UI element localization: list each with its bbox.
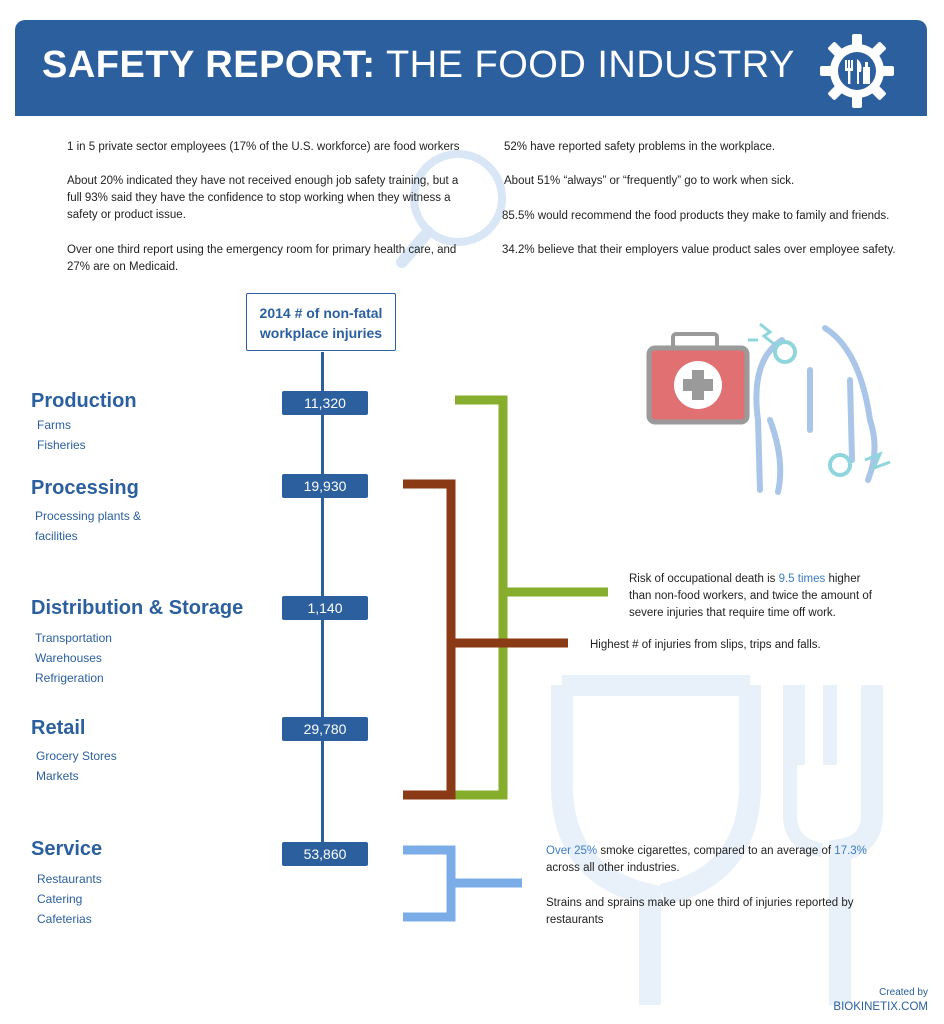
fact-left-3: Over one third report using the emergency room for primary health care, and 27% are on Medicaid. [67,244,457,273]
injury-count-processing: 19,930 [282,474,368,498]
credit-line-2: BIOKINETIX.COM [833,1001,928,1013]
fact-right-4: 34.2% believe that their employers value product sales over employee safety. [502,244,896,256]
green-bracket [455,400,608,795]
sector-sub-item: Catering [37,892,83,906]
injury-count-service: 53,860 [282,842,368,866]
sector-sub-item: facilities [35,529,78,543]
timeline-heading: 2014 # of non-fatal workplace injuries [246,293,396,351]
sector-sub-item: Markets [36,769,79,783]
injury-count-retail: 29,780 [282,717,368,741]
sector-sub-item: Processing plants & [35,509,142,523]
injury-count-production: 11,320 [282,391,368,415]
page-title: SAFETY REPORT: THE FOOD INDUSTRY [42,44,795,86]
fact-left-2: About 20% indicated they have not received enough job safety training, but a full 93% said they have the confidence to stop working when they witness a safety or product issue. [67,175,459,221]
sector-title-production: Production [31,390,137,412]
fact-right-1: 52% have reported safety problems in the workplace. [504,141,776,153]
blue-bracket [403,850,522,917]
sector-sub-item: Refrigeration [35,671,104,685]
sector-sub-item: Transportation [35,631,112,645]
sector-sub-item: Cafeterias [37,912,92,926]
credit-line-1: Created by [879,987,928,998]
sector-sub-item: Warehouses [35,651,102,665]
fact-right-3: 85.5% would recommend the food products they make to family and friends. [502,210,890,222]
callout-slips: Highest # of injuries from slips, trips and falls. [590,639,821,651]
injury-count-distribution: 1,140 [282,596,368,620]
fact-right-2: About 51% “always” or “frequently” go to work when sick. [504,175,795,187]
credit [833,986,928,1014]
sector-sub-item: Farms [37,418,71,432]
sector-sub-item: Fisheries [37,438,86,452]
sector-sub-item: Grocery Stores [36,749,117,763]
callout-smoking: Over 25% smoke cigarettes, compared to an average of 17.3% across all other industries. [546,845,867,874]
sector-title-distribution: Distribution & Storage [31,597,244,619]
sector-title-service: Service [31,838,103,860]
sector-sub-item: Restaurants [37,872,102,886]
callout-death-risk: Risk of occupational death is 9.5 times higher than non-food workers, and twice the amount of severe injuries that require time off work. [629,573,872,619]
brown-bracket [403,484,568,795]
sector-title-retail: Retail [31,717,86,739]
callout-strains: Strains and sprains make up one third of injuries reported by restaurants [546,897,854,926]
sector-title-processing: Processing [31,477,139,499]
fact-left-1: 1 in 5 private sector employees (17% of the U.S. workforce) are food workers [67,141,460,153]
